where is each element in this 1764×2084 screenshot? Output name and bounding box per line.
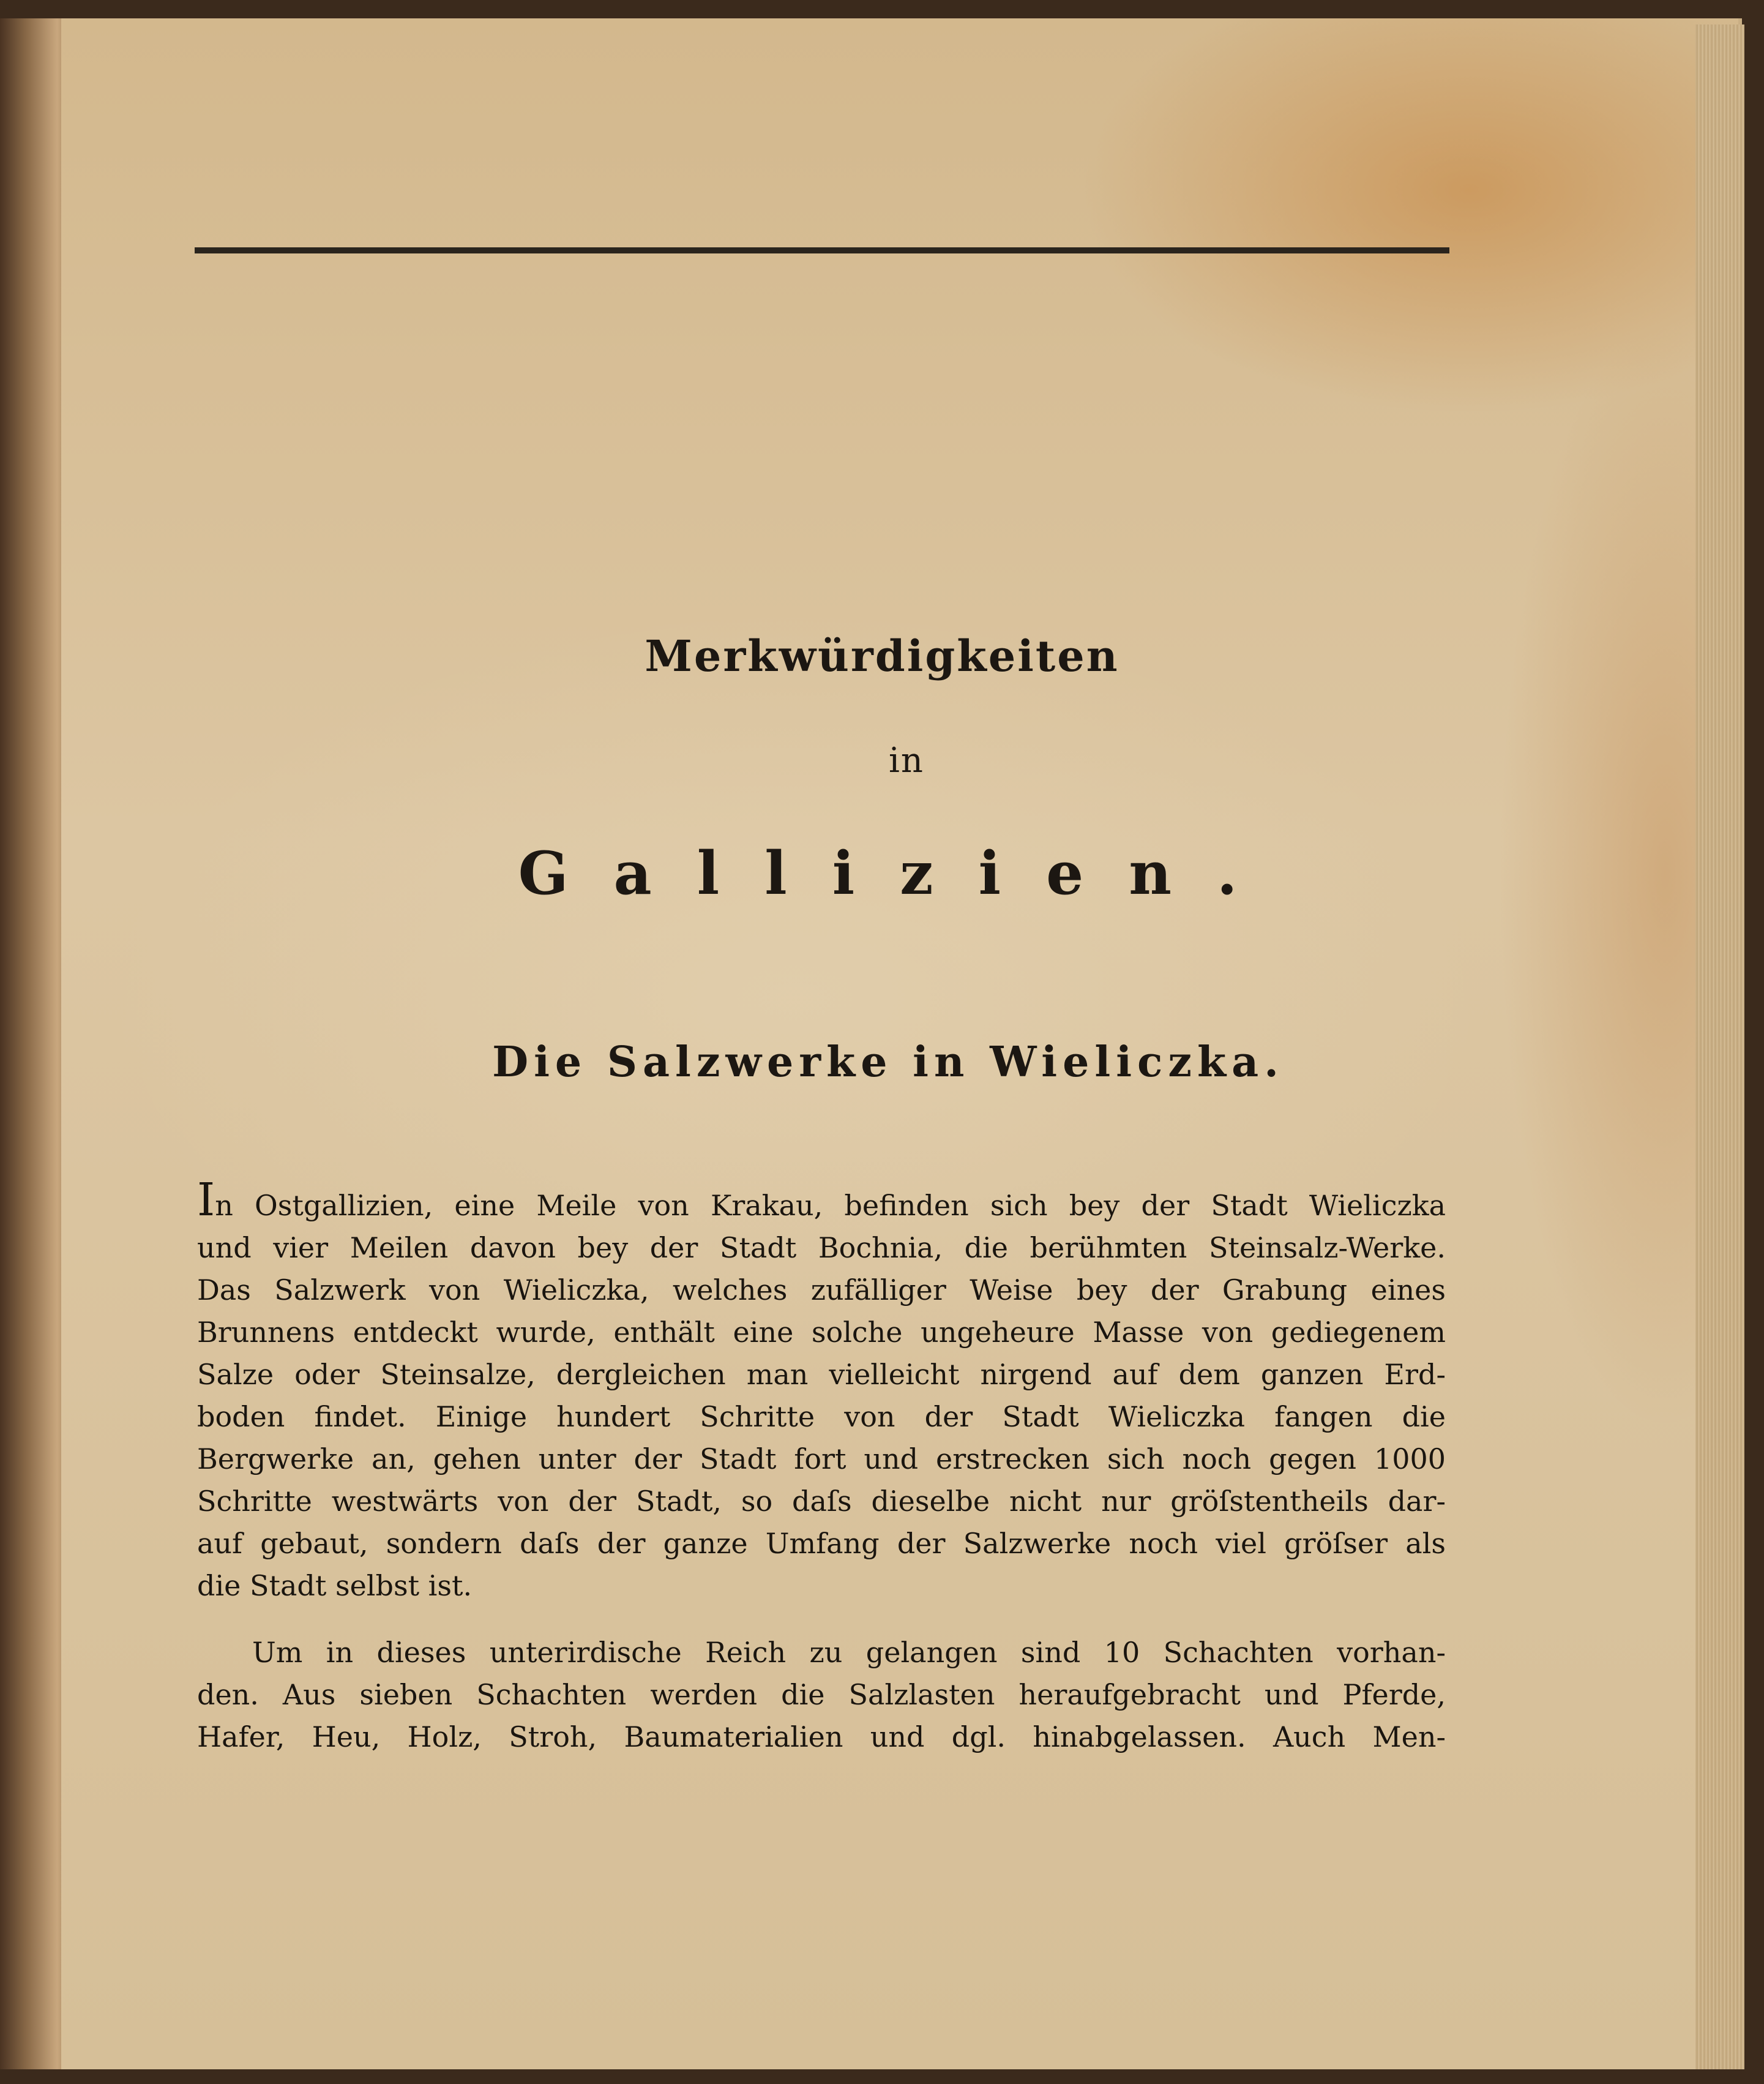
text-line: Schritte westwärts von der Stadt, so daſs dieselbe nicht nur gröſstentheils dar- bbox=[197, 1485, 1446, 1518]
show-through-texture bbox=[196, 269, 1451, 563]
drop-cap: I bbox=[197, 1174, 215, 1226]
text-line: den. Aus sieben Schachten werden die Salzlasten heraufgebracht und Pferde, bbox=[197, 1678, 1446, 1711]
text-line: boden findet. Einige hundert Schritte von der Stadt Wieliczka fangen die bbox=[197, 1400, 1446, 1433]
text-line: Brunnens entdeckt wurde, enthält eine solche ungeheure Masse von gediegenem bbox=[197, 1316, 1446, 1349]
page-title: Merkwürdigkeiten bbox=[645, 631, 1119, 681]
text-line: und vier Meilen davon bey der Stadt Bochnia, die berühmten Steinsalz-Werke. bbox=[197, 1231, 1446, 1264]
text-line: Das Salzwerk von Wieliczka, welches zufälliger Weise bey der Grabung eines bbox=[197, 1273, 1446, 1306]
paragraph-1 bbox=[197, 1174, 1446, 1607]
text-line: Salze oder Steinsalze, dergleichen man vielleicht nirgend auf dem ganzen Erd- bbox=[197, 1358, 1446, 1391]
paragraph-2 bbox=[197, 1632, 1446, 1758]
text-line: die Stadt selbst ist. bbox=[197, 1569, 473, 1602]
text-line: Hafer, Heu, Holz, Stroh, Baumaterialien und dgl. hinabgelassen. Auch Men- bbox=[197, 1720, 1446, 1753]
text-line: Um in dieses unterirdische Reich zu gelangen sind 10 Schachten vorhan- bbox=[252, 1636, 1446, 1669]
title-region: Gallizien. bbox=[518, 839, 1283, 908]
text-line: auf gebaut, sondern daſs der ganze Umfang der Salzwerke noch viel gröſser als bbox=[197, 1527, 1446, 1560]
section-heading: Die Salzwerke in Wieliczka. bbox=[492, 1038, 1284, 1087]
text-line: In Ostgallizien, eine Meile von Krakau, befinden sich bey der Stadt Wieliczka bbox=[197, 1174, 1446, 1226]
title-connector: in bbox=[889, 741, 924, 781]
text-line: Bergwerke an, gehen unter der Stadt fort und erstrecken sich noch gegen 1000 bbox=[197, 1442, 1446, 1475]
header-rule bbox=[195, 247, 1449, 253]
